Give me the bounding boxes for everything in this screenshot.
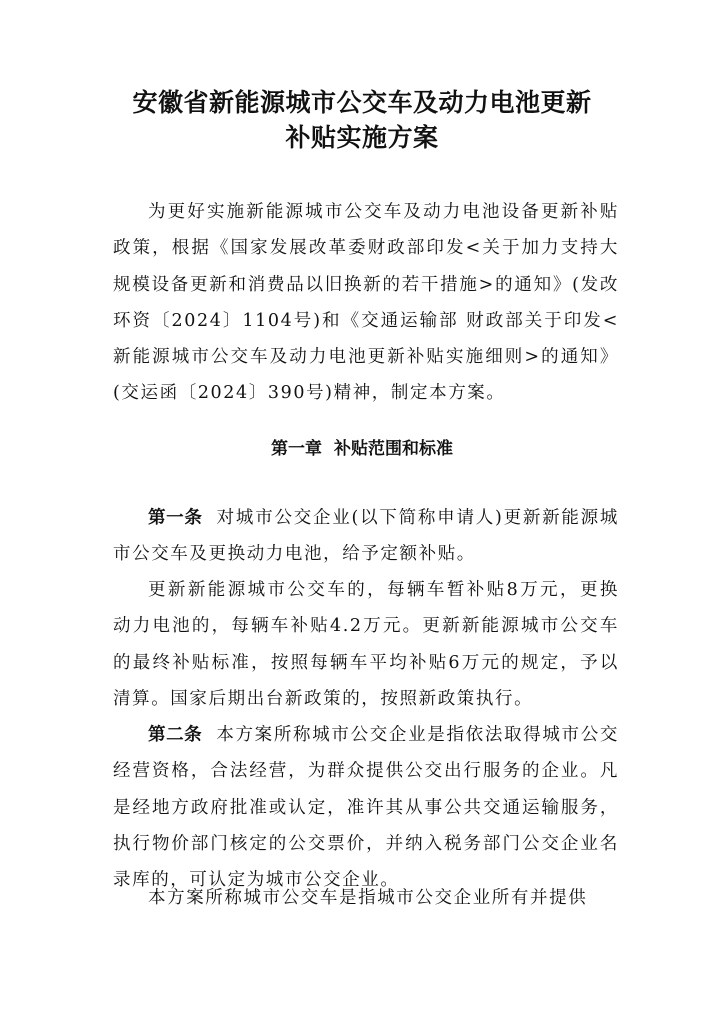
article-1-label: 第一条 bbox=[148, 508, 203, 528]
document-title-line2: 补贴实施方案 bbox=[285, 123, 439, 152]
bus-definition-paragraph: 本方案所称城市公交车是指城市公交企业所有并提供 bbox=[148, 888, 588, 908]
subsidy-rates-paragraph: 更新新能源城市公交车的，每辆车暂补贴8万元，更换动力电池的，每辆车补贴4.2万元。更新新能源城市公交车的最终补贴标准，按照每辆车平均补贴6万元的规定，予以清算。国家后期出台新政策的，按照新政策执行。 bbox=[113, 580, 619, 709]
intro-paragraph: 为更好实施新能源城市公交车及动力电池设备更新补贴政策，根据《国家发展改革委财政部印发<关于加力支持大规模设备更新和消费品以旧换新的若干措施>的通知》(发改环资〔2024〕1104号)和《交通运输部 财政部关于印发<新能源城市公交车及动力电池更新补贴实施细则>的通知》(交运函〔2024〕390号)精神，制定本方案。 bbox=[113, 202, 619, 404]
article-2-text: 本方案所称城市公交企业是指依法取得城市公交经营资格，合法经营，为群众提供公交出行服务的企业。凡是经地方政府批准或认定，准许其从事公共交通运输服务，执行物价部门核定的公交票价，并纳入税务部门公交企业名录库的，可认定为城市公交企业。 bbox=[113, 725, 620, 891]
document-title-line1: 安徽省新能源城市公交车及动力电池更新 bbox=[132, 88, 592, 117]
chapter-number: 第一章 bbox=[271, 439, 322, 459]
article-2-paragraph bbox=[113, 717, 619, 898]
chapter-heading bbox=[60, 434, 664, 464]
chapter-name: 补贴范围和标准 bbox=[334, 439, 453, 459]
article-2-label: 第二条 bbox=[148, 725, 203, 745]
article-1-text: 对城市公交企业(以下简称申请人)更新新能源城市公交车及更换动力电池，给予定额补贴。 bbox=[113, 508, 619, 565]
article-1-paragraph bbox=[113, 500, 619, 573]
